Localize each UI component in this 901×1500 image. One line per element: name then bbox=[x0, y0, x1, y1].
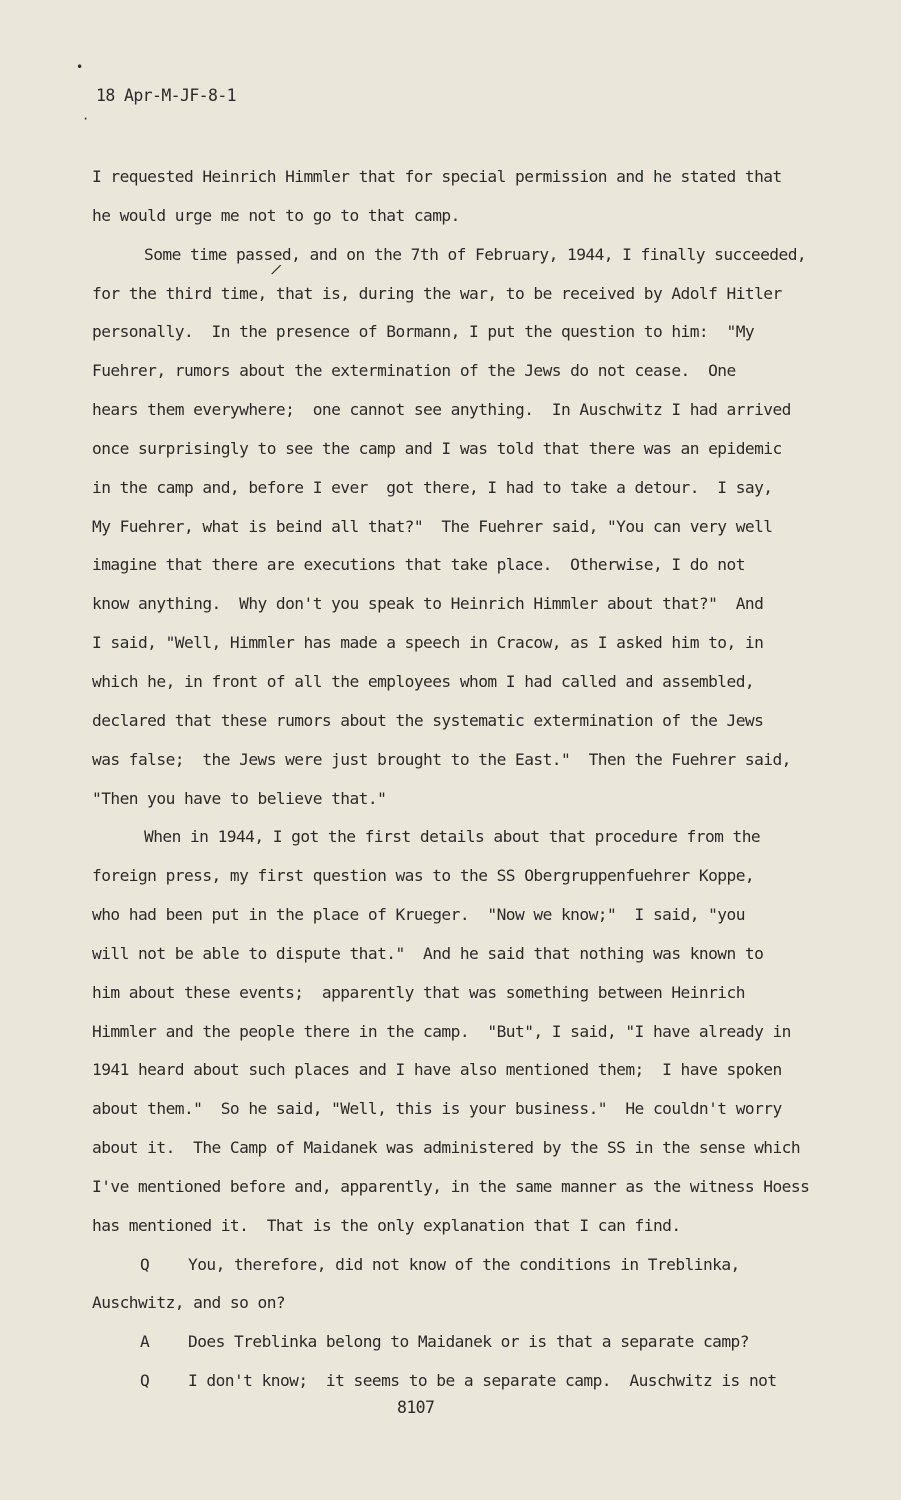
qa-text: Does Treblinka belong to Maidanek or is that a separate camp? bbox=[188, 1332, 749, 1352]
qa-marker: Q bbox=[140, 1254, 150, 1274]
text-line: imagine that there are executions that take place. Otherwise, I do not bbox=[92, 555, 745, 575]
text-line: "Then you have to believe that." bbox=[92, 788, 387, 808]
qa-marker: Q bbox=[140, 1371, 150, 1391]
qa-line bbox=[92, 1284, 852, 1323]
qa-text: You, therefore, did not know of the conditions in Treblinka, bbox=[188, 1254, 740, 1274]
qa-marker: A bbox=[140, 1332, 150, 1352]
text-line: foreign press, my first question was to the SS Obergruppenfuehrer Koppe, bbox=[92, 866, 755, 886]
text-line: I've mentioned before and, apparently, in the same manner as the witness Hoess bbox=[92, 1176, 810, 1196]
ink-speck: · bbox=[82, 112, 90, 126]
text-line: him about these events; apparently that was something between Heinrich bbox=[92, 982, 745, 1002]
handwritten-mark: / bbox=[269, 261, 283, 279]
qa-line bbox=[92, 1362, 852, 1401]
qa-line bbox=[92, 1246, 852, 1285]
text-line: once surprisingly to see the camp and I was told that there was an epidemic bbox=[92, 438, 782, 458]
text-line: who had been put in the place of Krueger. "Now we know;" I said, "you bbox=[92, 905, 745, 925]
ink-speck: • bbox=[76, 60, 84, 74]
text-line: will not be able to dispute that." And he said that nothing was known to bbox=[92, 943, 764, 963]
text-line: When in 1944, I got the first details about that procedure from the bbox=[144, 827, 761, 847]
text-line: Himmler and the people there in the camp. "But", I said, "I have already in bbox=[92, 1021, 791, 1041]
text-line: hears them everywhere; one cannot see anything. In Auschwitz I had arrived bbox=[92, 400, 791, 420]
qa-text: I don't know; it seems to be a separate camp. Auschwitz is not bbox=[188, 1371, 777, 1391]
text-line: I said, "Well, Himmler has made a speech in Cracow, as I asked him to, in bbox=[92, 633, 764, 653]
page-number: 8107 bbox=[397, 1398, 435, 1417]
text-line: know anything. Why don't you speak to Heinrich Himmler about that?" And bbox=[92, 594, 764, 614]
text-line: for the third time, that is, during the war, to be received by Adolf Hitler bbox=[92, 283, 782, 303]
text-line: has mentioned it. That is the only explanation that I can find. bbox=[92, 1215, 681, 1235]
text-line: which he, in front of all the employees whom I had called and assembled, bbox=[92, 671, 755, 691]
text-line: Fuehrer, rumors about the extermination of the Jews do not cease. One bbox=[92, 361, 736, 381]
document-body bbox=[92, 158, 852, 1401]
text-line: I requested Heinrich Himmler that for special permission and he stated that bbox=[92, 167, 782, 186]
text-line: declared that these rumors about the systematic extermination of the Jews bbox=[92, 710, 764, 730]
text-line: 1941 heard about such places and I have also mentioned them; I have spoken bbox=[92, 1060, 782, 1080]
text-line: personally. In the presence of Bormann, I put the question to him: "My bbox=[92, 322, 755, 342]
text-line: was false; the Jews were just brought to the East." Then the Fuehrer said, bbox=[92, 749, 791, 769]
qa-text: Auschwitz, and so on? bbox=[92, 1293, 286, 1313]
text-line: Some time passed, and on the 7th of February, 1944, I finally succeeded, bbox=[144, 244, 807, 264]
text-line: My Fuehrer, what is beind all that?" The Fuehrer said, "You can very well bbox=[92, 516, 773, 536]
text-line: in the camp and, before I ever got there, I had to take a detour. I say, bbox=[92, 477, 773, 497]
document-header: 18 Apr-M-JF-8-1 bbox=[96, 86, 237, 105]
text-line: he would urge me not to go to that camp. bbox=[92, 205, 460, 225]
text-line: about them." So he said, "Well, this is your business." He couldn't worry bbox=[92, 1099, 782, 1119]
qa-line bbox=[92, 1323, 852, 1362]
text-line: about it. The Camp of Maidanek was administered by the SS in the sense which bbox=[92, 1138, 801, 1158]
